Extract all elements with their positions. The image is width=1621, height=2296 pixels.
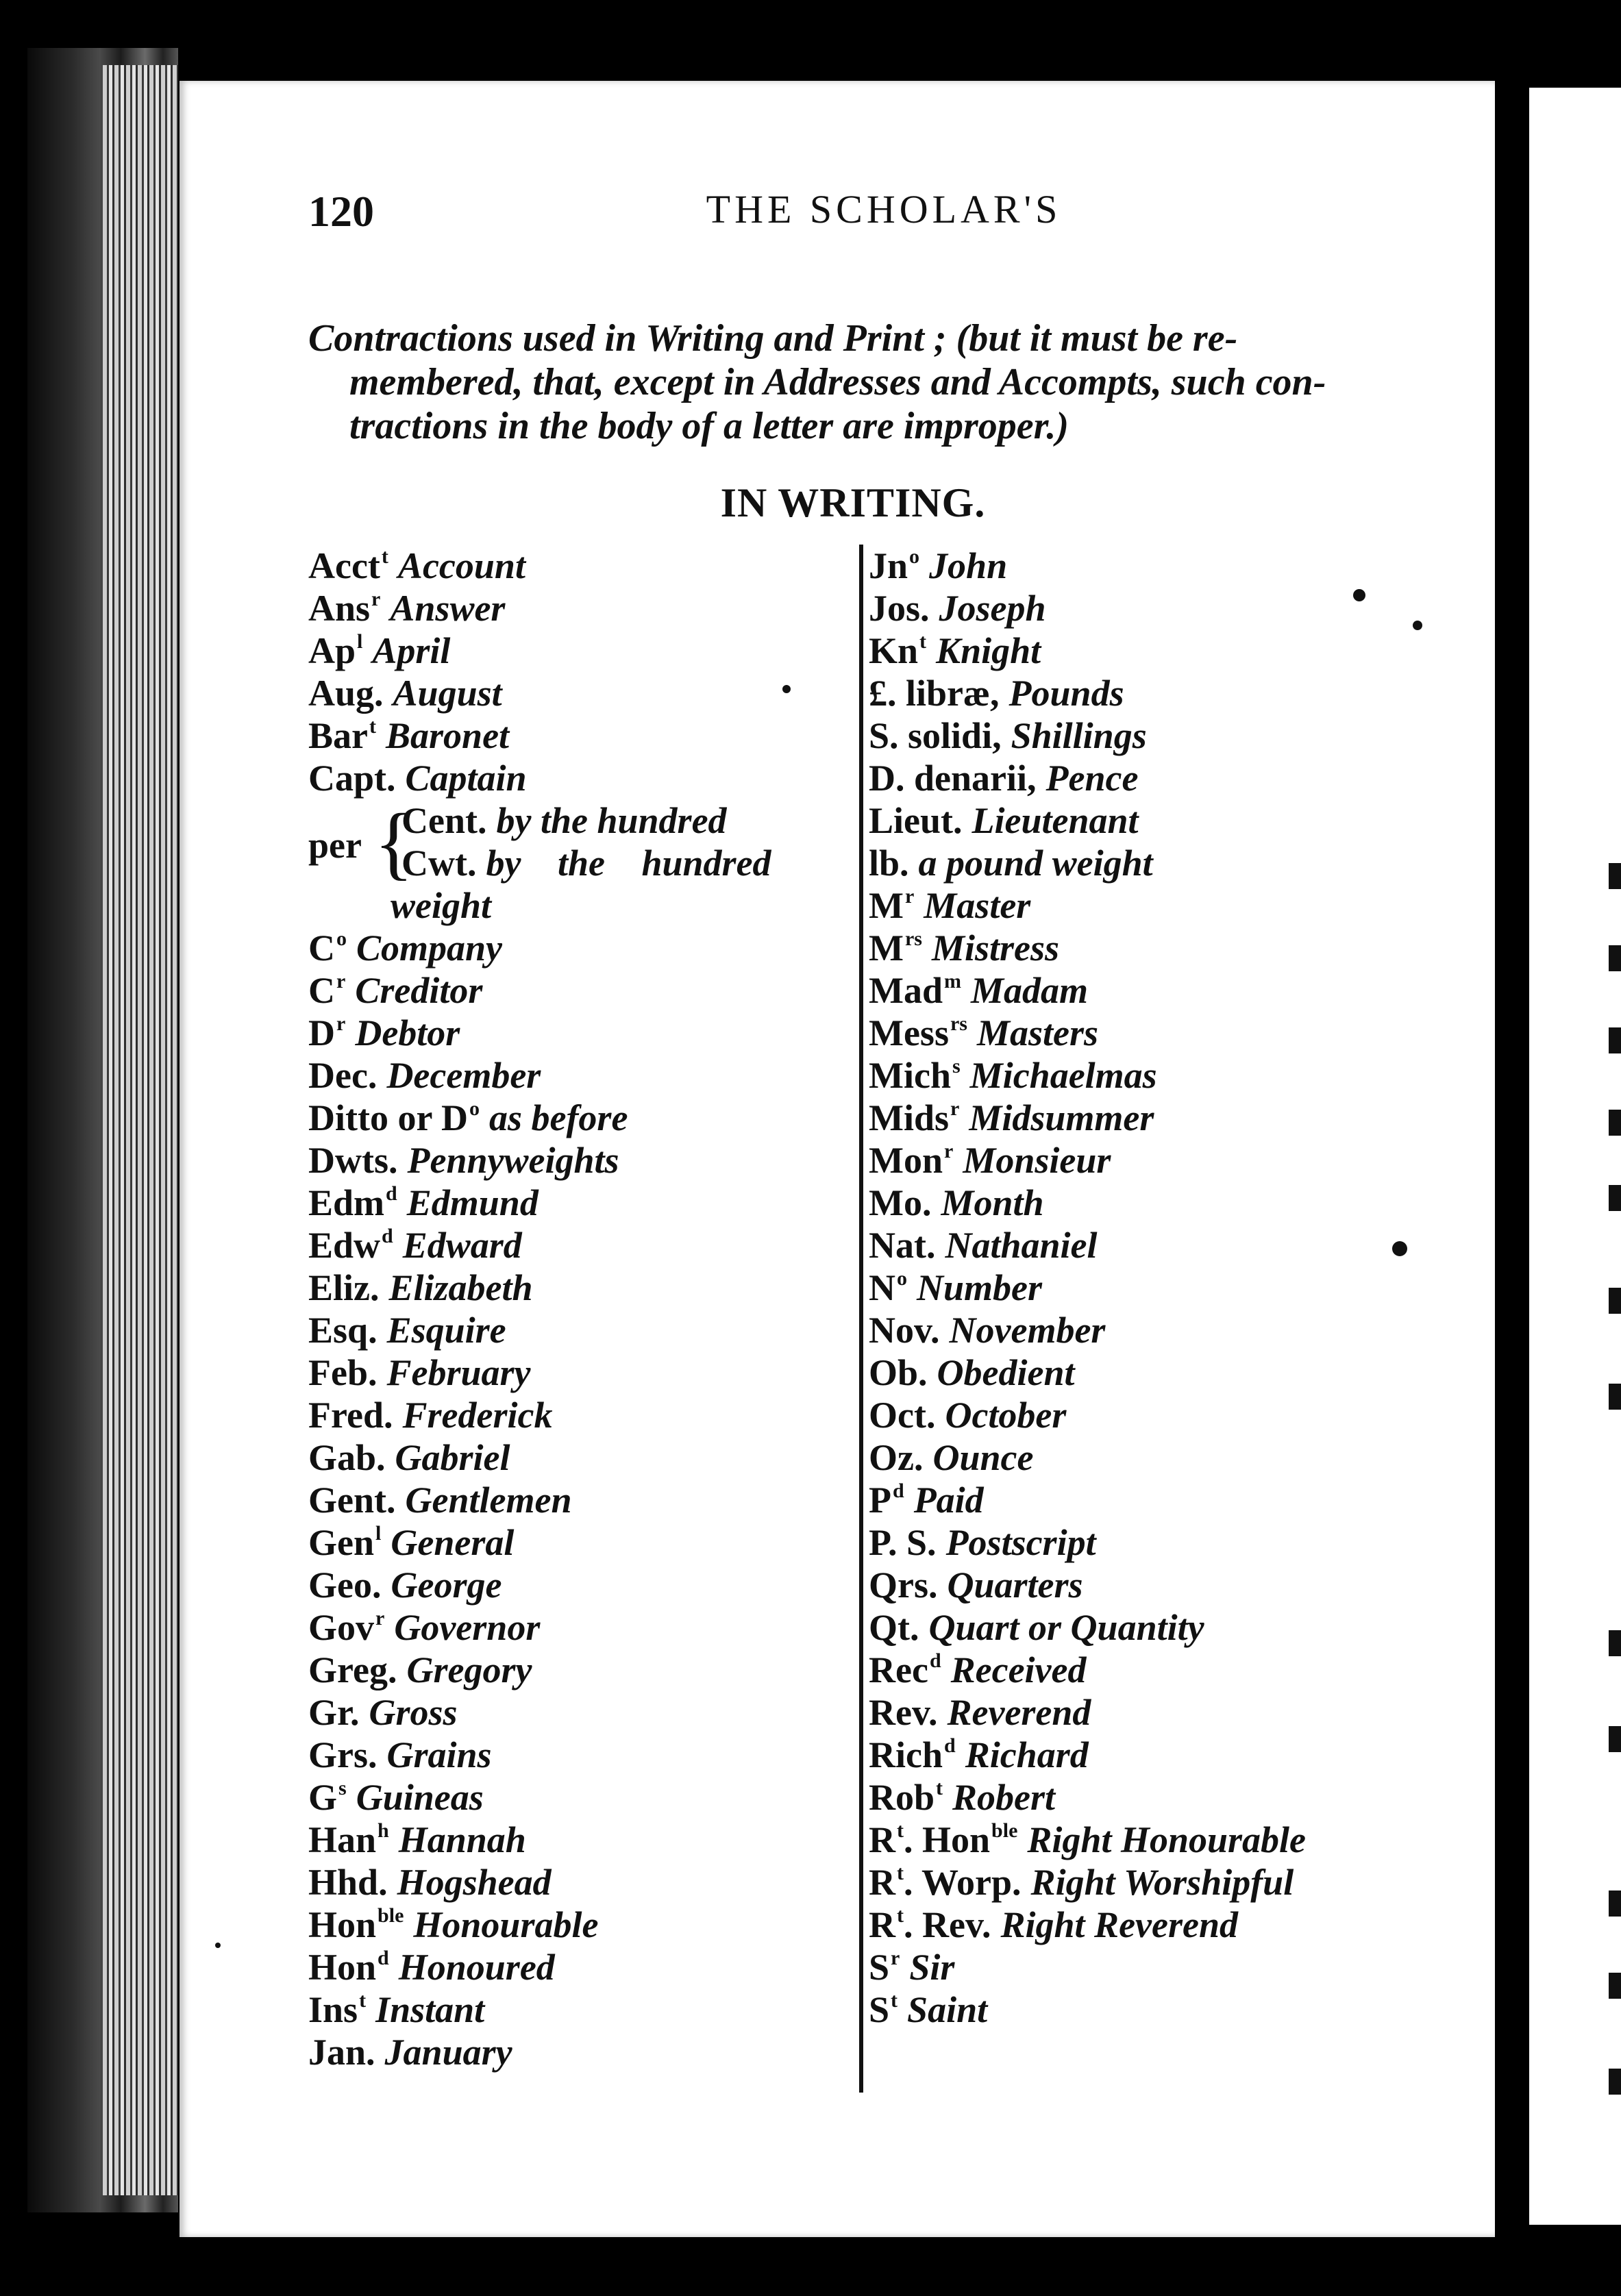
list-item: Ap$^l$ April [308, 630, 451, 671]
list-item: $S^t$ Saint [869, 1989, 988, 2030]
list-item: Gent. Gentlemen [308, 1480, 572, 1521]
per-group [308, 799, 856, 927]
list-item: Capt. Captain [308, 758, 527, 799]
list-item: D. denarii, Pence [869, 758, 1139, 799]
list-item: S. solidi, Shillings [869, 715, 1147, 756]
list-item: Rob$^t$ Robert [869, 1777, 1056, 1818]
list-item: $R^t$. Hon$^{ble}$ Right Honourable [869, 1819, 1306, 1860]
list-item: $D^r$ Debtor [308, 1012, 460, 1053]
list-item: Feb. February [308, 1352, 531, 1393]
list-item: Mids$^r$ Midsummer [869, 1097, 1154, 1138]
per-wrap-text: weight [391, 885, 492, 926]
list-item: $R^t$. Rev. Right Reverend [869, 1904, 1238, 1945]
list-item: Nat. Nathaniel [869, 1225, 1098, 1266]
list-item: Gen$^l$ General [308, 1522, 515, 1563]
list-item: Bar$^t$ Baronet [308, 715, 510, 756]
brace: { [374, 797, 414, 888]
list-item: Geo. George [308, 1564, 502, 1606]
section-title: IN WRITING. [720, 480, 986, 525]
list-item: $P^d$ Paid [869, 1480, 984, 1521]
list-item: Kn$^t$ Knight [869, 630, 1041, 671]
list-item: Jan. January [308, 2032, 512, 2073]
intro-line: Contractions used in Writing and Print ; (but it must be re- [308, 317, 1238, 360]
list-item: $G^s$ Guineas [308, 1777, 484, 1818]
list-item: lb. a pound weight [869, 843, 1153, 884]
list-item: $M^{rs}$ Mistress [869, 927, 1060, 969]
list-item: Oz. Ounce [869, 1437, 1034, 1478]
list-item: $S^r$ Sir [869, 1947, 955, 1988]
list-item: $C^r$ Creditor [308, 970, 483, 1011]
list-item: Oct. October [869, 1395, 1067, 1436]
list-item: $R^t$. Worp. Right Worshipful [869, 1862, 1294, 1903]
list-item: $N^o$ Number [869, 1267, 1043, 1308]
list-item: Gr. Gross [308, 1692, 458, 1733]
page-number: 120 [308, 187, 374, 236]
list-item: $C^o$ Company [308, 927, 503, 969]
list-item: Aug. August [308, 673, 502, 714]
list-item: Dwts. Pennyweights [308, 1140, 619, 1181]
list-item: Gab. Gabriel [308, 1437, 510, 1478]
list-item: $M^r$ Master [869, 885, 1031, 926]
list-item: Hon$^d$ Honoured [308, 1947, 555, 1988]
list-item: Cent. by the hundred [401, 800, 727, 841]
right-column [869, 545, 1485, 2031]
list-item: Gov$^r$ Governor [308, 1607, 541, 1648]
list-item: Mess$^{rs}$ Masters [869, 1012, 1098, 1053]
list-item: Mich$^s$ Michaelmas [869, 1055, 1157, 1096]
list-item: Edw$^d$ Edward [308, 1225, 522, 1266]
list-item: Jos. Joseph [869, 588, 1046, 629]
page-header [308, 186, 1459, 241]
list-item: Mad$^m$ Madam [869, 970, 1089, 1011]
intro-paragraph [308, 316, 1411, 448]
list-item: Ans$^r$ Answer [308, 588, 506, 629]
list-item: Edm$^d$ Edmund [308, 1182, 539, 1223]
list-item: Esq. Esquire [308, 1310, 506, 1351]
list-item: £. libræ, Pounds [869, 673, 1124, 714]
intro-line: tractions in the body of a letter are improper.) [349, 405, 1069, 447]
list-item: Greg. Gregory [308, 1649, 532, 1690]
per-word: per [308, 825, 362, 866]
list-item: Ob. Obedient [869, 1352, 1075, 1393]
list-item: Qrs. Quarters [869, 1564, 1083, 1606]
page-edges [103, 65, 178, 2195]
facing-page-text-fragments [1609, 863, 1621, 2096]
list-item: Dec. December [308, 1055, 541, 1096]
list-item: Fred. Frederick [308, 1395, 553, 1436]
list-item: Acct$^t$ Account [308, 545, 525, 586]
list-item: Rev. Reverend [869, 1692, 1091, 1733]
facing-page-edge [1529, 88, 1621, 2225]
list-item: Jn$^o$ John [869, 545, 1008, 586]
list-item: Lieut. Lieutenant [869, 800, 1139, 841]
list-item: Han$^h$ Hannah [308, 1819, 526, 1860]
list-item: Cwt. by the hundred [401, 843, 771, 884]
running-title: THE SCHOLAR'S [706, 187, 1062, 232]
list-item: Mo. Month [869, 1182, 1044, 1223]
list-item: Eliz. Elizabeth [308, 1267, 533, 1308]
list-item: Nov. November [869, 1310, 1106, 1351]
list-item: Hhd. Hogshead [308, 1862, 552, 1903]
left-column [308, 545, 856, 2073]
list-item: Rich$^d$ Richard [869, 1734, 1089, 1775]
list-item: Hon$^{ble}$ Honourable [308, 1904, 599, 1945]
list-item: Qt. Quart or Quantity [869, 1607, 1204, 1648]
list-item: Grs. Grains [308, 1734, 492, 1775]
list-item: P. S. Postscript [869, 1522, 1096, 1563]
list-item: Ins$^t$ Instant [308, 1989, 485, 2030]
intro-line: membered, that, except in Addresses and Accompts, such con- [349, 361, 1326, 403]
column-divider [859, 545, 863, 2093]
list-item: Mon$^r$ Monsieur [869, 1140, 1111, 1181]
list-item: Rec$^d$ Received [869, 1649, 1087, 1690]
list-item: Ditto or $D^o$ as before [308, 1097, 628, 1138]
